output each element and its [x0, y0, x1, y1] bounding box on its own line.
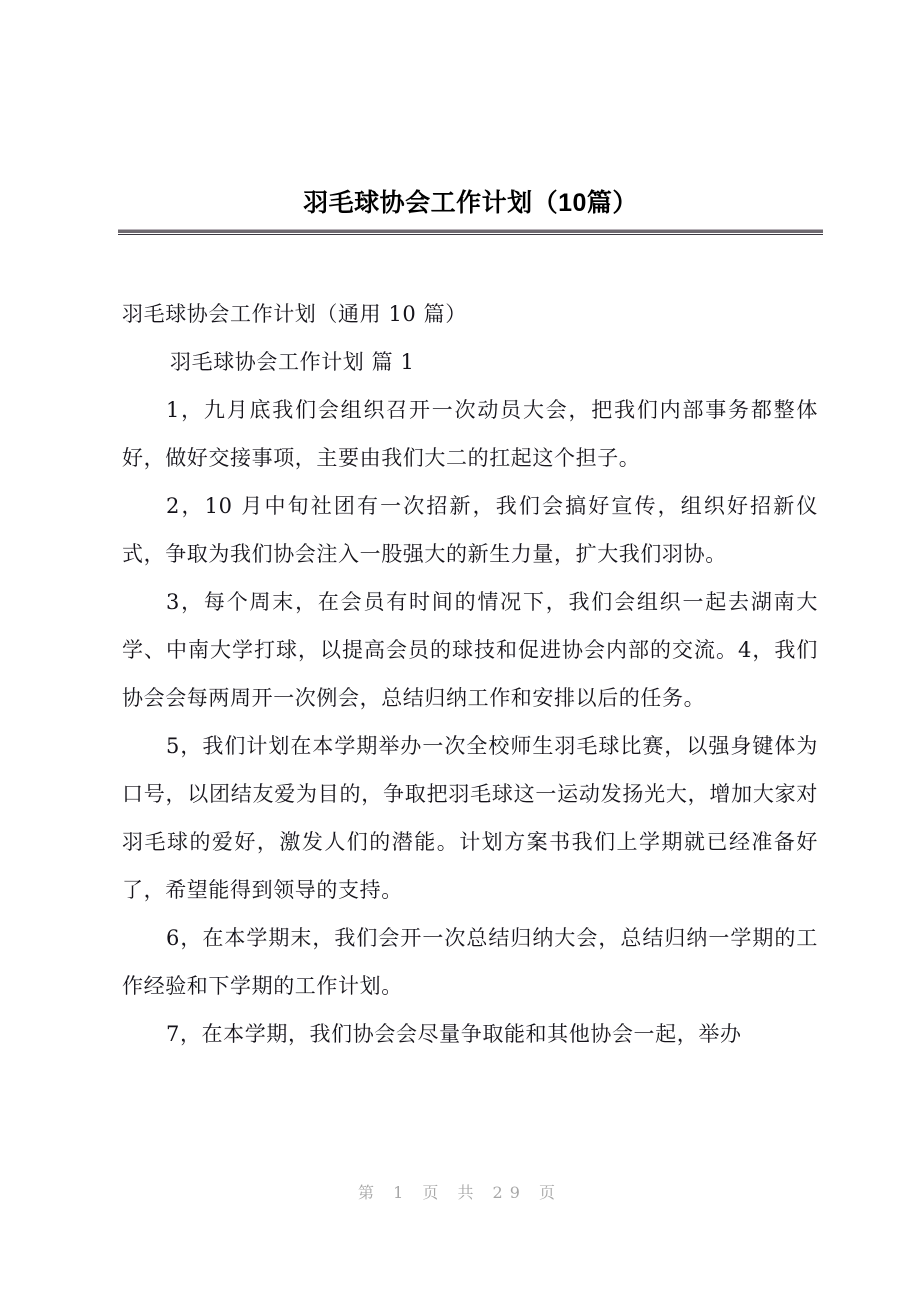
page-footer [0, 1180, 920, 1203]
title-divider [118, 229, 823, 234]
title-divider-band [118, 229, 823, 233]
body-paragraph-7: 7，在本学期，我们协会会尽量争取能和其他协会一起，举办 [166, 1022, 742, 1046]
body-paragraph-5: 5，我们计划在本学期举办一次全校师生羽毛球比赛，以强身键体为口号，以团结友爱为目的，争取把羽毛球这一运动发扬光大，增加大家对羽毛球的爱好，激发人们的潜能。计划方案书我们上学期就已经准备好了，希望能得到领导的支持。 [122, 734, 818, 902]
section-label: 羽毛球协会工作计划 篇 1 [170, 350, 415, 374]
heading-line: 羽毛球协会工作计划（通用 10 篇） [122, 302, 467, 326]
body-paragraph-2: 2，10 月中旬社团有一次招新，我们会搞好宣传，组织好招新仪式，争取为我们协会注入一股强大的新生力量，扩大我们羽协。 [122, 494, 818, 566]
body-paragraph-1: 1，九月底我们会组织召开一次动员大会，把我们内部事务都整体好，做好交接事项，主要由我们大二的扛起这个担子。 [122, 398, 818, 470]
title-divider-hairline [118, 234, 823, 235]
page-title: 羽毛球协会工作计划（10篇） [303, 189, 638, 217]
body-paragraph-3: 3，每个周末，在会员有时间的情况下，我们会组织一起去湖南大学、中南大学打球，以提高会员的球技和促进协会内部的交流。4，我们协会会每两周开一次例会，总结归纳工作和安排以后的任务。 [122, 590, 818, 710]
title-block [118, 186, 823, 234]
page-number-indicator: 第 1 页 共 29 页 [358, 1183, 562, 1202]
body-paragraph-6: 6，在本学期末，我们会开一次总结归纳大会，总结归纳一学期的工作经验和下学期的工作计划。 [122, 926, 818, 998]
document-body [122, 290, 818, 1058]
